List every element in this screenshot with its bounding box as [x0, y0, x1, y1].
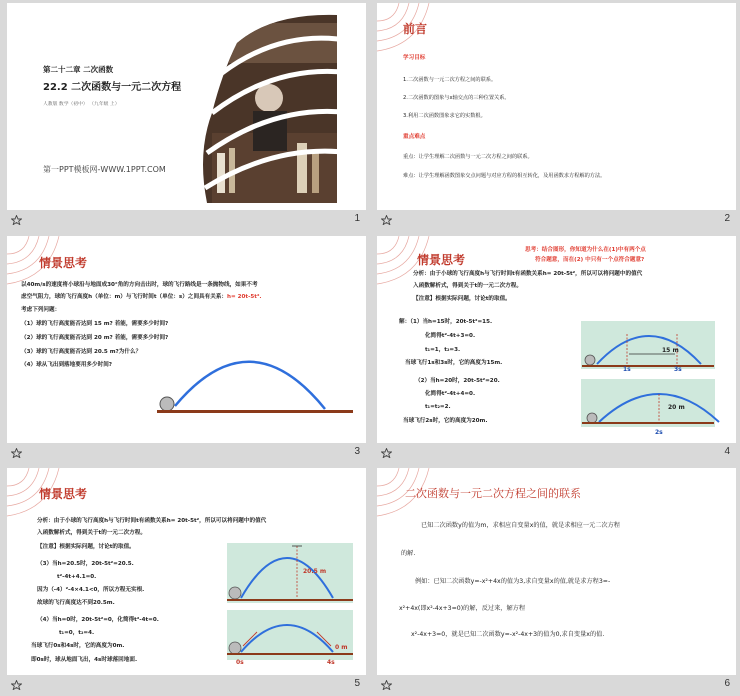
star-icon[interactable] — [11, 215, 22, 225]
difficult-point: 难点：让学生理解函数图象交点问题与对应方程的相互转化，及用函数求方程解的方法。 — [403, 173, 606, 179]
slide-title: 二次函数与一元二次方程之间的联系 — [405, 487, 581, 500]
slide-title: 情景思考 — [39, 256, 88, 270]
sol-5: （2）当h=20时，20t-5t²=20. — [415, 378, 500, 384]
slide-thumb-4[interactable] — [377, 236, 736, 463]
label-4s: 4s — [327, 659, 335, 666]
sol-3: t₁=1，t₂=3. — [425, 347, 461, 353]
consider-label: 考虑下列问题： — [21, 307, 61, 313]
slide-thumb-2[interactable] — [377, 3, 736, 230]
sol-4: 故球的飞行高度达不到20.5m. — [37, 600, 115, 606]
question-3: （3）球的飞行高度能否达到 20.5 m?为什么？ — [21, 349, 142, 355]
slide-bar-3 — [7, 443, 366, 463]
slide-title: 情景思考 — [39, 487, 88, 501]
diagram-0m — [7, 468, 366, 675]
slide-number: 4 — [724, 446, 730, 457]
slide-thumb-6[interactable] — [377, 468, 736, 695]
slide-number: 5 — [354, 678, 360, 689]
question-4: （4）球从飞出到落地要用多少时间? — [21, 362, 113, 368]
diagram-20m — [377, 236, 736, 443]
slide-bar-2 — [377, 210, 736, 230]
label-20m: 20 m — [668, 404, 685, 411]
slide-bar-6 — [377, 675, 736, 695]
slide-title: 情景思考 — [417, 253, 466, 267]
sol-3: 因为（-4）²-4×4.1<0，所以方程无实根. — [37, 587, 145, 593]
label-20-5m: 20.5 m — [303, 568, 327, 575]
label-0m: 0 m — [335, 644, 348, 651]
slide-number: 3 — [354, 446, 360, 457]
formula: h= 20t-5t². — [227, 294, 262, 300]
think-note-2: 符合题意，而在(2) 中只有一个点符合题意? — [535, 257, 645, 263]
analysis-2: 入函数解析式，得到关于t的一元二次方程。 — [37, 530, 146, 536]
key-point: 重点：让学生理解二次函数与一元二次方程之间的联系。 — [403, 154, 533, 160]
sol-6: 化简得t²-4t+4=0. — [425, 391, 476, 397]
slide-number: 1 — [354, 213, 360, 224]
sol-8: 当球飞行2s时，它的高度为20m. — [403, 418, 488, 424]
star-icon[interactable] — [381, 215, 392, 225]
para-line-5: x²-4x+3=0，就是已知二次函数y=-x²-4x+3的值为0,求自变量x的值. — [411, 631, 605, 638]
slide-5 — [7, 468, 366, 675]
sol-1: （3）当h=20.5时，20t-5t²=20.5. — [37, 561, 134, 567]
star-icon[interactable] — [381, 448, 392, 458]
analysis-1: 分析：由于小球的飞行高度h与飞行时间t有函数关系h= 20t-5t²，所以可以将问题中的值代 — [413, 271, 643, 277]
sol-8: 即0s时，球从地面飞出，4s时球落回地面. — [31, 657, 138, 663]
sol-5: （4）当h=0时，20t-5t²=0，化简得t²-4t=0. — [37, 617, 159, 623]
chapter-title: 第二十二章 二次函数 — [43, 65, 114, 74]
slide-thumb-3[interactable] — [7, 236, 366, 463]
goal-2: 2.二次函数的图象与x轴交点的三种位置关系。 — [403, 95, 510, 101]
para-line-3: 例如：已知二次函数y=-x²+4x的值为3,求自变量x的值,就是求方程3=- — [415, 578, 611, 585]
slide-4 — [377, 236, 736, 443]
slide-bar-5 — [7, 675, 366, 695]
slide-2 — [377, 3, 736, 210]
trajectory-diagram — [7, 236, 366, 443]
slide-thumb-5[interactable] — [7, 468, 366, 695]
sol-7: t₁=t₂=2. — [425, 404, 451, 410]
analysis-1: 分析：由于小球的飞行高度h与飞行时间t有函数关系h= 20t-5t²，所以可以将问题中的值代 — [37, 518, 267, 524]
question-2: （2）球的飞行高度能否达到 20 m? 若能，需要多少时间? — [21, 335, 169, 341]
para-line-1: 已知二次函数y的值为m，求相应自变量x的值，就是求相应一元二次方程 — [421, 522, 620, 529]
book-meta: 人教版 数学（初中） （九年级 上） — [43, 102, 120, 107]
slide-6 — [377, 468, 736, 675]
sol-6: t₁=0，t₂=4. — [59, 630, 95, 636]
para-line-2: 的解. — [401, 550, 416, 557]
star-icon[interactable] — [381, 680, 392, 690]
note-line: 【注意】根据实际问题，讨论t的取值。 — [413, 296, 511, 302]
slide-bar-1 — [7, 210, 366, 230]
slide-number: 2 — [724, 213, 730, 224]
intro-line-2: 虑空气阻力，球的飞行高度h（单位：m）与飞行时间t（单位：s）之间具有关系：h= 20t-5t². — [21, 294, 262, 300]
slide-thumb-1[interactable] — [7, 3, 366, 230]
star-icon[interactable] — [11, 680, 22, 690]
slide-3 — [7, 236, 366, 443]
sol-1: 解：（1）当h=15时，20t-5t²=15. — [399, 319, 493, 325]
sol-2: 化简得t²-4t+3=0. — [425, 333, 476, 339]
intro-line-1: 以40m/s的速度将小球沿与地面成30°角的方向击出时，球的飞行路线是一条抛物线，如果不考 — [21, 282, 258, 288]
slide-title: 前言 — [403, 22, 428, 36]
keys-heading: 重点难点 — [403, 134, 426, 140]
star-icon[interactable] — [11, 448, 22, 458]
lesson-title: 22.2 二次函数与一元二次方程 — [43, 82, 182, 93]
sol-2: t²-4t+4.1=0. — [57, 574, 97, 580]
para-line-4: x²+4x(即x²-4x+3=0)的解，反过来，解方程 — [399, 605, 526, 612]
label-3s: 3s — [674, 366, 682, 373]
site-label: 第一PPT模板网-WWW.1PPT.COM — [43, 165, 166, 174]
goals-heading: 学习目标 — [403, 55, 426, 61]
label-1s: 1s — [623, 366, 631, 373]
goal-1: 1.二次函数与一元二次方程之间的联系。 — [403, 77, 497, 83]
sol-4: 当球飞行1s和3s时，它的高度为15m. — [405, 360, 503, 366]
slide-1 — [7, 3, 366, 210]
analysis-2: 入函数解析式，得到关于t的一元二次方程。 — [413, 283, 522, 289]
slide-bar-4 — [377, 443, 736, 463]
think-note-1: 思考：结合图形，你知道为什么在(1)中有两个点 — [525, 247, 646, 253]
label-2s: 2s — [655, 429, 663, 436]
label-0s: 0s — [236, 659, 244, 666]
goal-3: 3.利用二次函数图象求它的实数根。 — [403, 113, 486, 119]
label-15m: 15 m — [662, 347, 679, 354]
sol-7: 当球飞行0s和4s时，它的高度为0m. — [31, 643, 125, 649]
slide-number: 6 — [724, 678, 730, 689]
note-line: 【注意】根据实际问题，讨论t的取值。 — [37, 544, 135, 550]
question-1: （1）球的飞行高度能否达到 15 m? 若能，需要多少时间? — [21, 321, 169, 327]
